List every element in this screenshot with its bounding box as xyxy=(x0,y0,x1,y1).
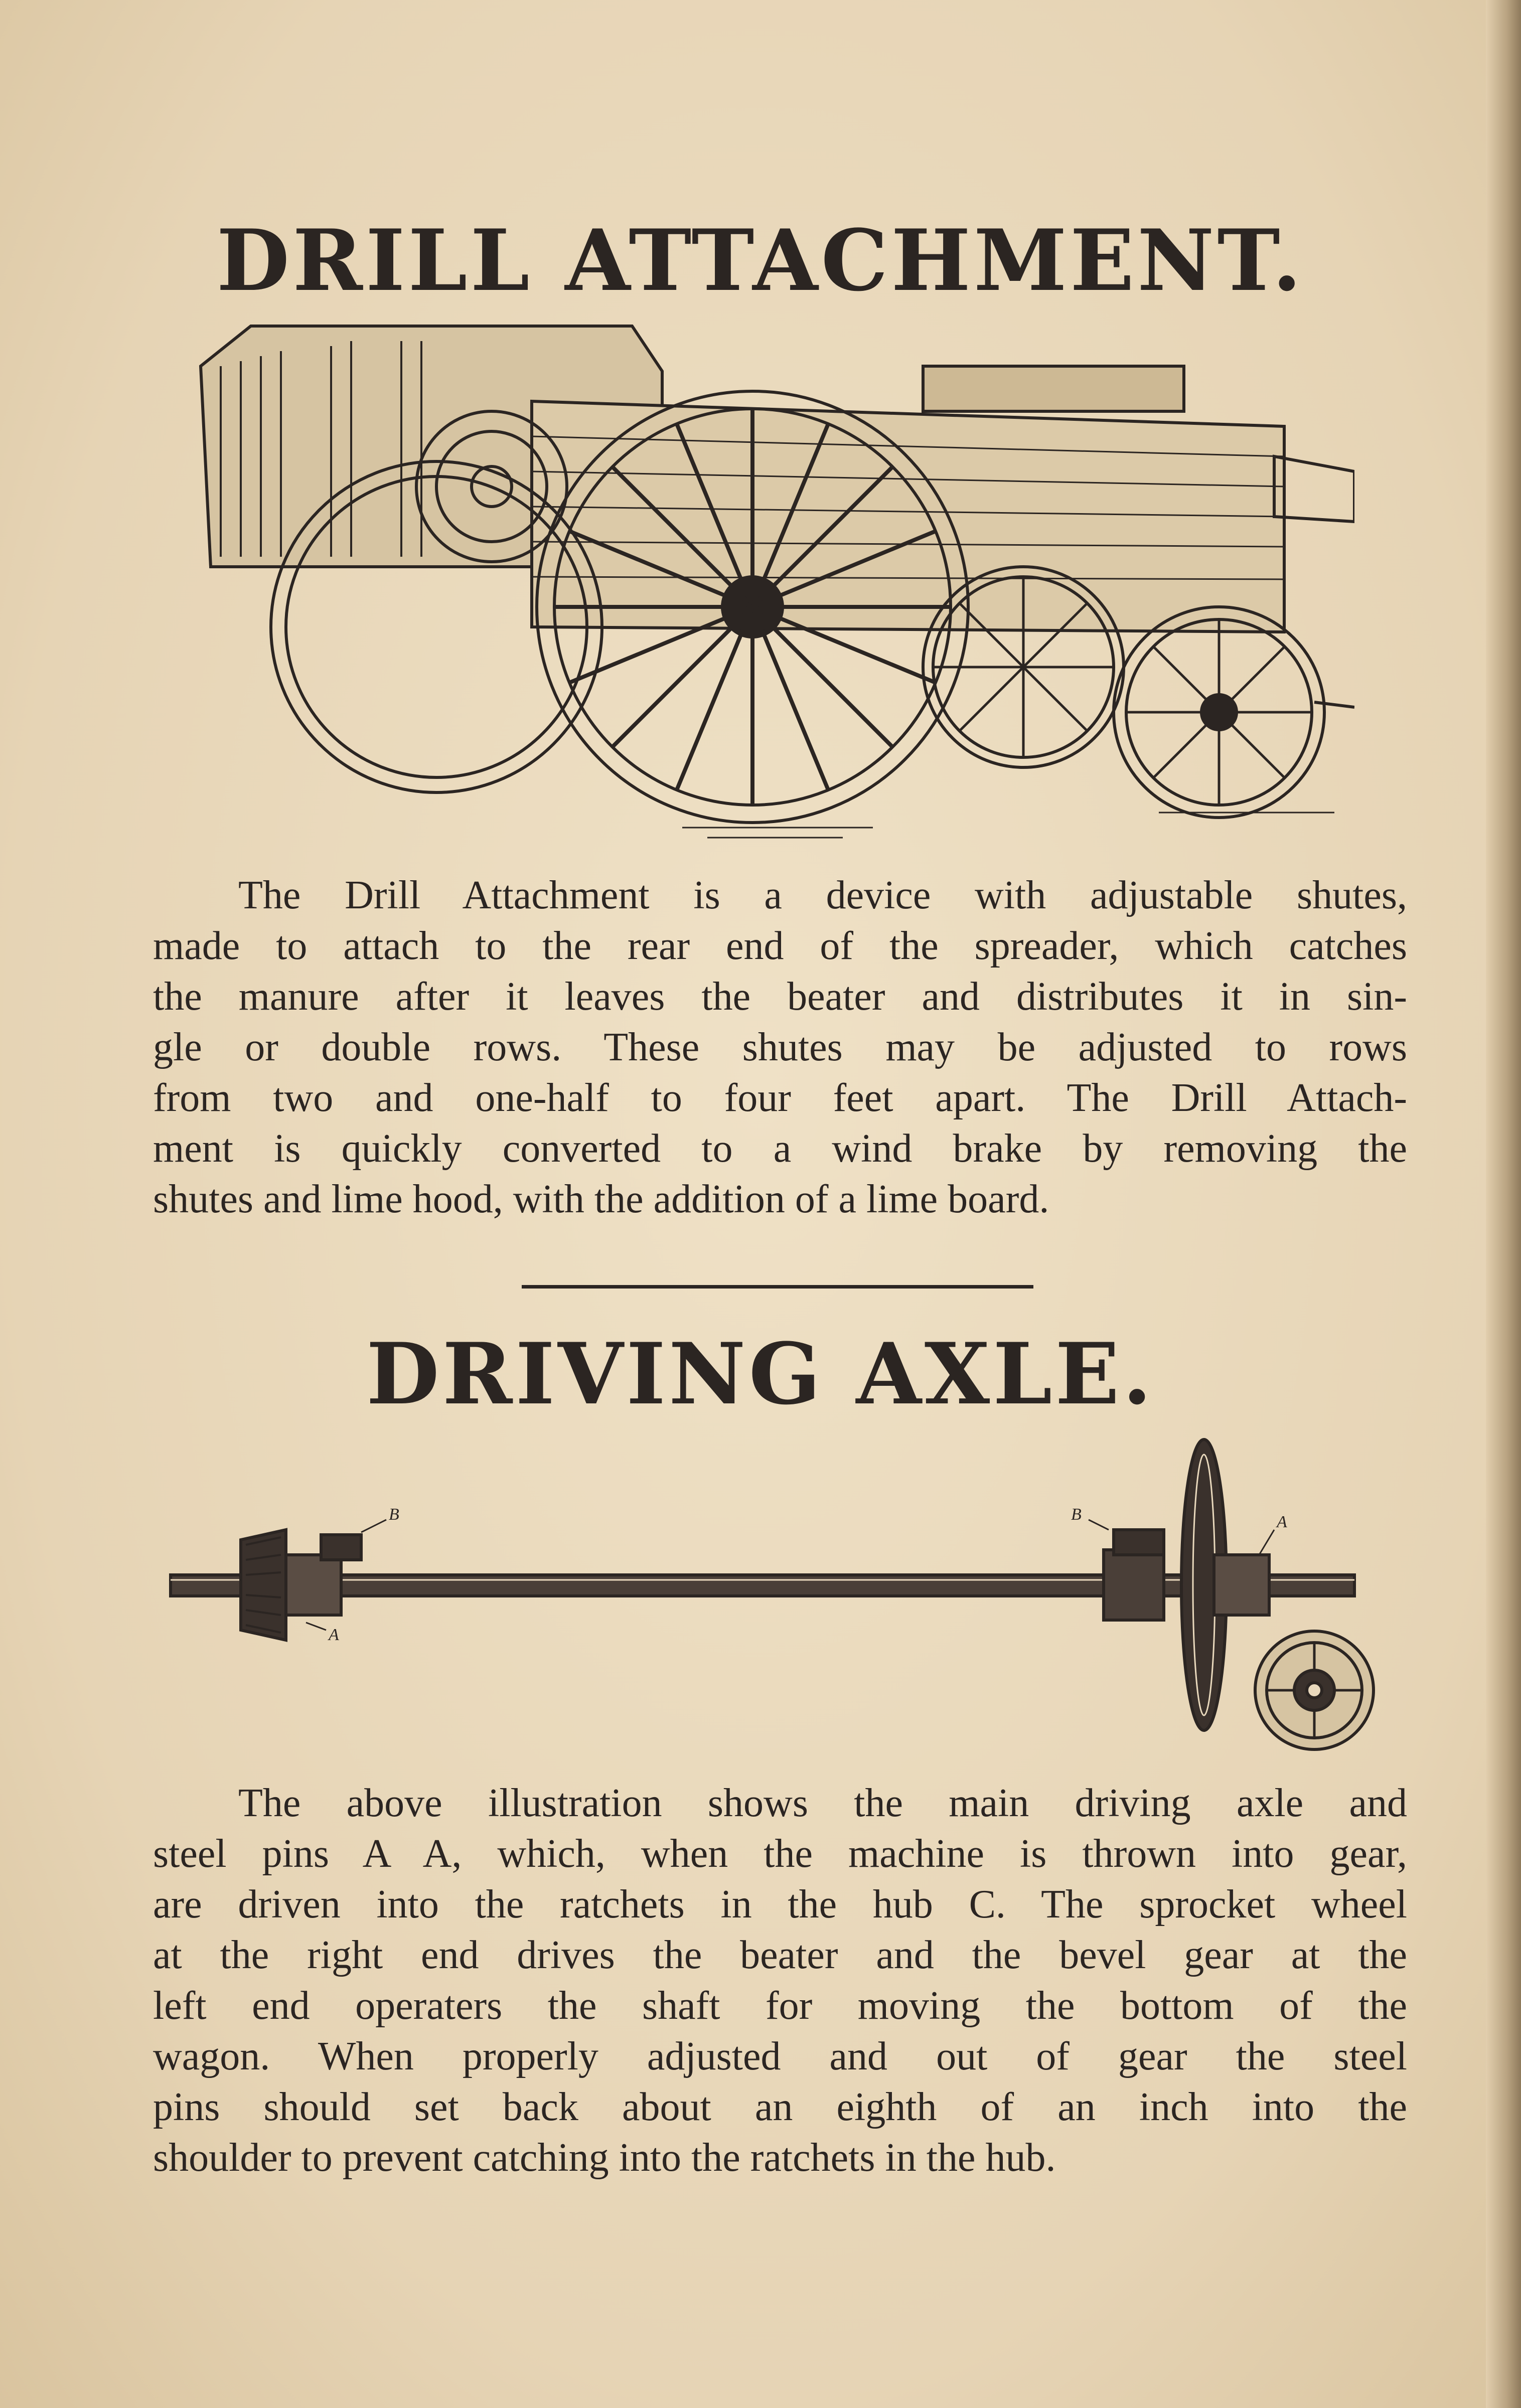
drill-attachment-heading: DRILL ATTACHMENT. xyxy=(216,211,1305,310)
driving-axle-heading: DRIVING AXLE. xyxy=(366,1324,1155,1423)
paragraph-line: shoulder to prevent catching into the ratchets in the hub. xyxy=(153,2136,1056,2180)
paragraph-line: wagon. When properly adjusted and out of gear the steel xyxy=(153,2034,1407,2078)
section-divider xyxy=(522,1285,1033,1289)
driving-axle-illustration xyxy=(161,1429,1385,1781)
label-b-right: B xyxy=(1071,1505,1082,1524)
paragraph-line: from two and one-half to four feet apart. The Drill Attach- xyxy=(153,1076,1407,1120)
paragraph-line: shutes and lime hood, with the addition of a lime board. xyxy=(153,1177,1049,1221)
drill-attachment-paragraph xyxy=(153,870,1407,1225)
paragraph-line: left end operaters the shaft for moving the bottom of the xyxy=(153,1984,1407,2028)
paragraph-line: The Drill Attachment is a device with adjustable shutes, xyxy=(238,873,1407,917)
paragraph-line: pins should set back about an eighth of an inch into the xyxy=(153,2085,1407,2129)
paragraph-line: made to attach to the rear end of the spreader, which catches xyxy=(153,924,1407,968)
label-b-left: B xyxy=(389,1505,399,1524)
paragraph-line: the manure after it leaves the beater and distributes it in sin- xyxy=(153,975,1407,1019)
label-a-right: A xyxy=(1277,1513,1287,1531)
driving-axle-paragraph xyxy=(153,1778,1407,2183)
label-a-left: A xyxy=(329,1626,339,1644)
paragraph-line: gle or double rows. These shutes may be adjusted to rows xyxy=(153,1025,1407,1069)
page-edge-shadow xyxy=(1486,0,1521,2408)
manure-spreader-illustration xyxy=(181,306,1354,858)
paragraph-line: ment is quickly converted to a wind brake by removing the xyxy=(153,1127,1407,1171)
paragraph-line: The above illustration shows the main driving axle and xyxy=(238,1781,1407,1825)
paragraph-line: are driven into the ratchets in the hub C. The sprocket wheel xyxy=(153,1882,1407,1927)
paragraph-line: at the right end drives the beater and the bevel gear at the xyxy=(153,1933,1407,1977)
paragraph-line: steel pins A A, which, when the machine is thrown into gear, xyxy=(153,1832,1407,1876)
